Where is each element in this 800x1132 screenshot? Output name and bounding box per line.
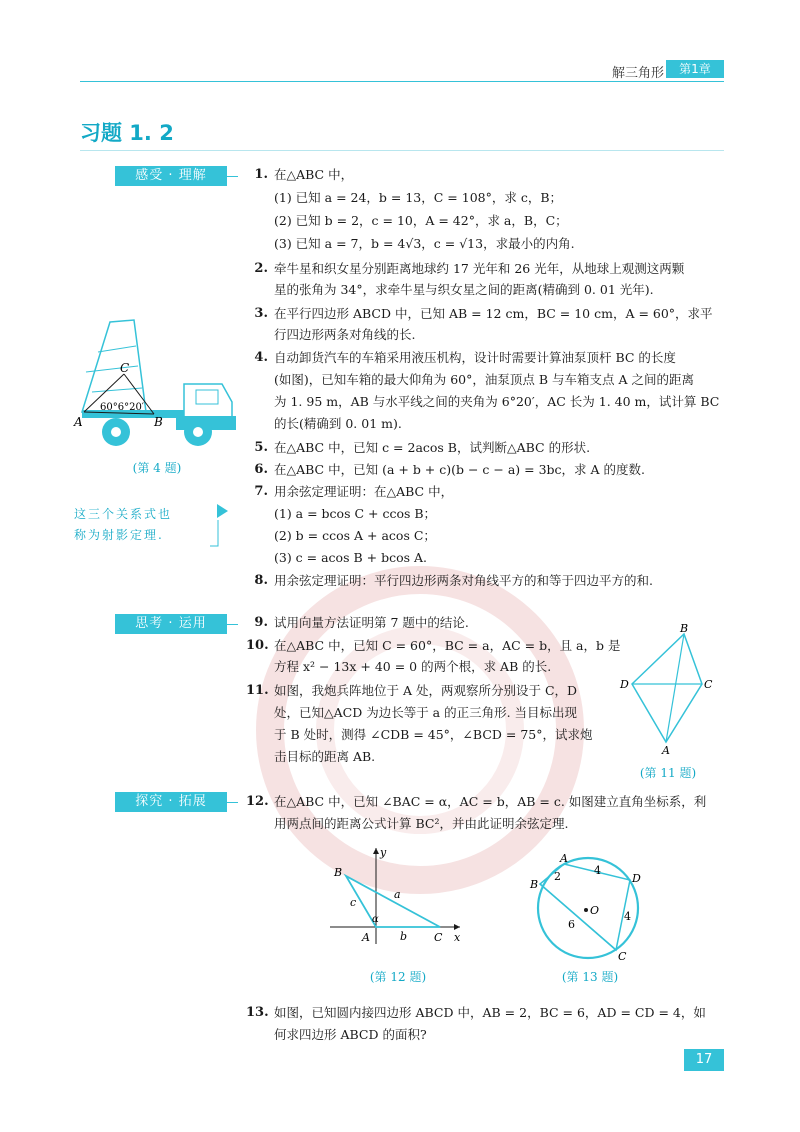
- problem-text: 击目标的距离 AB.: [274, 749, 376, 764]
- fig-label-A: A: [74, 415, 83, 429]
- problem-text: (1) 已知 a = 24，b = 13，C = 108°，求 c，B；: [274, 190, 563, 205]
- problem-number: 13.: [246, 1005, 269, 1020]
- fig-label-A: A: [362, 931, 370, 944]
- fig-label-side-a: a: [394, 888, 401, 901]
- problem-number: 8.: [254, 573, 268, 588]
- problem-number: 12.: [246, 794, 269, 809]
- tag-explore: 探究 · 拓展: [115, 792, 227, 812]
- fig-label-angle: 60°6°20′: [100, 402, 145, 413]
- problem-number: 2.: [254, 261, 268, 276]
- inscribed-quadrilateral-figure: [524, 850, 654, 964]
- fig-label-A: A: [662, 744, 670, 756]
- problem-number: 9.: [254, 615, 268, 630]
- problem-text: 自动卸货汽车的车箱采用液压机构，设计时需要计算油泵顶杆 BC 的长度: [274, 350, 676, 365]
- tag-apply: 思考 · 运用: [115, 614, 227, 634]
- tag-rule: [226, 624, 238, 625]
- problem-text: 星的张角为 34°，求牵牛星与织女星之间的距离(精确到 0. 01 光年).: [274, 282, 654, 297]
- problem-number: 1.: [254, 167, 268, 182]
- fig-label-B: B: [154, 415, 163, 429]
- problem-text: (如图)，已知车箱的最大仰角为 60°，油泵顶点 B 与车箱支点 A 之间的距离: [274, 372, 694, 387]
- problem-text: 方程 x² − 13x + 40 = 0 的两个根，求 AB 的长.: [274, 659, 552, 674]
- margin-note: 称为射影定理.: [74, 528, 164, 542]
- margin-note: 这三个关系式也: [74, 507, 173, 521]
- section-title: 习题 1. 2: [80, 121, 174, 145]
- problem-text: 在△ABC 中，已知 c = 2acos B，试判断△ABC 的形状.: [274, 440, 591, 455]
- tag-rule: [226, 176, 238, 177]
- tag-understand: 感受 · 理解: [115, 166, 227, 186]
- problem-number: 3.: [254, 306, 268, 321]
- problem-text: 何求四边形 ABCD 的面积?: [274, 1027, 427, 1042]
- problem-number: 10.: [246, 638, 269, 653]
- fig-label-B: B: [680, 624, 689, 635]
- fig-label-D: D: [620, 678, 629, 691]
- fig-label-C: C: [704, 678, 713, 691]
- problem-text: 为 1. 95 m，AB 与水平线之间的夹角为 6°20′，AC 长为 1. 40 m，试计算 BC: [274, 394, 720, 409]
- header-rule: [80, 81, 724, 82]
- problem-number: 4.: [254, 350, 268, 365]
- figure-caption: (第 4 题): [132, 461, 182, 475]
- fig-label-x: x: [454, 931, 461, 944]
- problem-text: 处，已知△ACD 为边长等于 a 的正三角形. 当目标出现: [274, 705, 578, 720]
- chapter-badge: 第1章: [666, 60, 724, 78]
- problem-number: 7.: [254, 484, 268, 499]
- problem-number: 6.: [254, 462, 268, 477]
- fig-label-side-c: c: [350, 896, 357, 909]
- problem-text: (2) 已知 b = 2，c = 10，A = 42°，求 a，B，C；: [274, 213, 568, 228]
- page-number: 17: [684, 1049, 724, 1071]
- problem-text: (3) c = acos B + bcos A.: [274, 550, 427, 565]
- fig-label-alpha: α: [372, 914, 379, 925]
- fig-label-A: A: [560, 852, 568, 865]
- fig-label-B: B: [334, 866, 343, 879]
- title-rule: [80, 150, 724, 151]
- problem-text: (3) 已知 a = 7，b = 4√3，c = √13，求最小的内角.: [274, 236, 575, 251]
- problem-text: 于 B 处时，测得 ∠CDB = 45°，∠BCD = 75°，试求炮: [274, 727, 593, 742]
- fig-label-D: D: [632, 872, 641, 885]
- fig-label-B: B: [530, 878, 539, 891]
- fig-label-y: y: [380, 846, 387, 859]
- fig-label-O: O: [590, 904, 600, 917]
- fig-label-C: C: [120, 361, 130, 375]
- problem-text: 在△ABC 中，已知 (a + b + c)(b − c − a) = 3bc，求 A 的度数.: [274, 462, 645, 477]
- rhombus-figure: [618, 624, 718, 756]
- problem-text: 试用向量方法证明第 7 题中的结论.: [274, 615, 469, 630]
- fig-label-side-b: b: [400, 930, 408, 943]
- problem-number: 11.: [246, 683, 269, 698]
- problem-text: (1) a = bcos C + ccos B；: [274, 506, 437, 521]
- fig-label-side: 4: [594, 864, 601, 877]
- fig-label-side: 4: [624, 910, 631, 923]
- problem-text: 在△ABC 中，已知 ∠BAC = α，AC = b，AB = c. 如图建立直角坐标系，利: [274, 794, 707, 809]
- problem-text: (2) b = ccos A + acos C；: [274, 528, 436, 543]
- fig-label-C: C: [434, 931, 443, 944]
- fig-label-C: C: [618, 950, 627, 963]
- figure-caption: (第 12 题): [369, 970, 427, 984]
- problem-text: 用余弦定理证明：在△ABC 中，: [274, 484, 454, 499]
- coordinate-triangle-figure: [326, 842, 476, 946]
- problem-text: 如图，我炮兵阵地位于 A 处，两观察所分别设于 C，D: [274, 683, 578, 698]
- figure-caption: (第 11 题): [639, 766, 697, 780]
- problem-text: 牵牛星和织女星分别距离地球约 17 光年和 26 光年，从地球上观测这两颗: [274, 261, 685, 276]
- problem-text: 在平行四边形 ABCD 中，已知 AB = 12 cm，BC = 10 cm，A = 60°，求平: [274, 306, 713, 321]
- figure-caption: (第 13 题): [561, 970, 619, 984]
- problem-text: 用余弦定理证明：平行四边形两条对角线平方的和等于四边平方的和.: [274, 573, 653, 588]
- running-header-title: 解三角形: [611, 66, 664, 81]
- tag-rule: [226, 802, 238, 803]
- fig-label-side: 2: [554, 870, 561, 883]
- fig-label-side: 6: [568, 918, 575, 931]
- problem-text: 行四边形两条对角线的长.: [274, 327, 416, 342]
- problem-text: 如图，已知圆内接四边形 ABCD 中，AB = 2，BC = 6，AD = CD = 4，如: [274, 1005, 706, 1020]
- problem-text: 在△ABC 中，已知 C = 60°，BC = a，AC = b，且 a，b 是: [274, 638, 621, 653]
- dump-truck-figure: [72, 312, 252, 462]
- problem-text: 在△ABC 中，: [274, 167, 354, 182]
- margin-note-bracket: [208, 502, 232, 552]
- problem-number: 5.: [254, 440, 268, 455]
- problem-text: 用两点间的距离公式计算 BC²，并由此证明余弦定理.: [274, 816, 569, 831]
- problem-text: 的长(精确到 0. 01 m).: [274, 416, 402, 431]
